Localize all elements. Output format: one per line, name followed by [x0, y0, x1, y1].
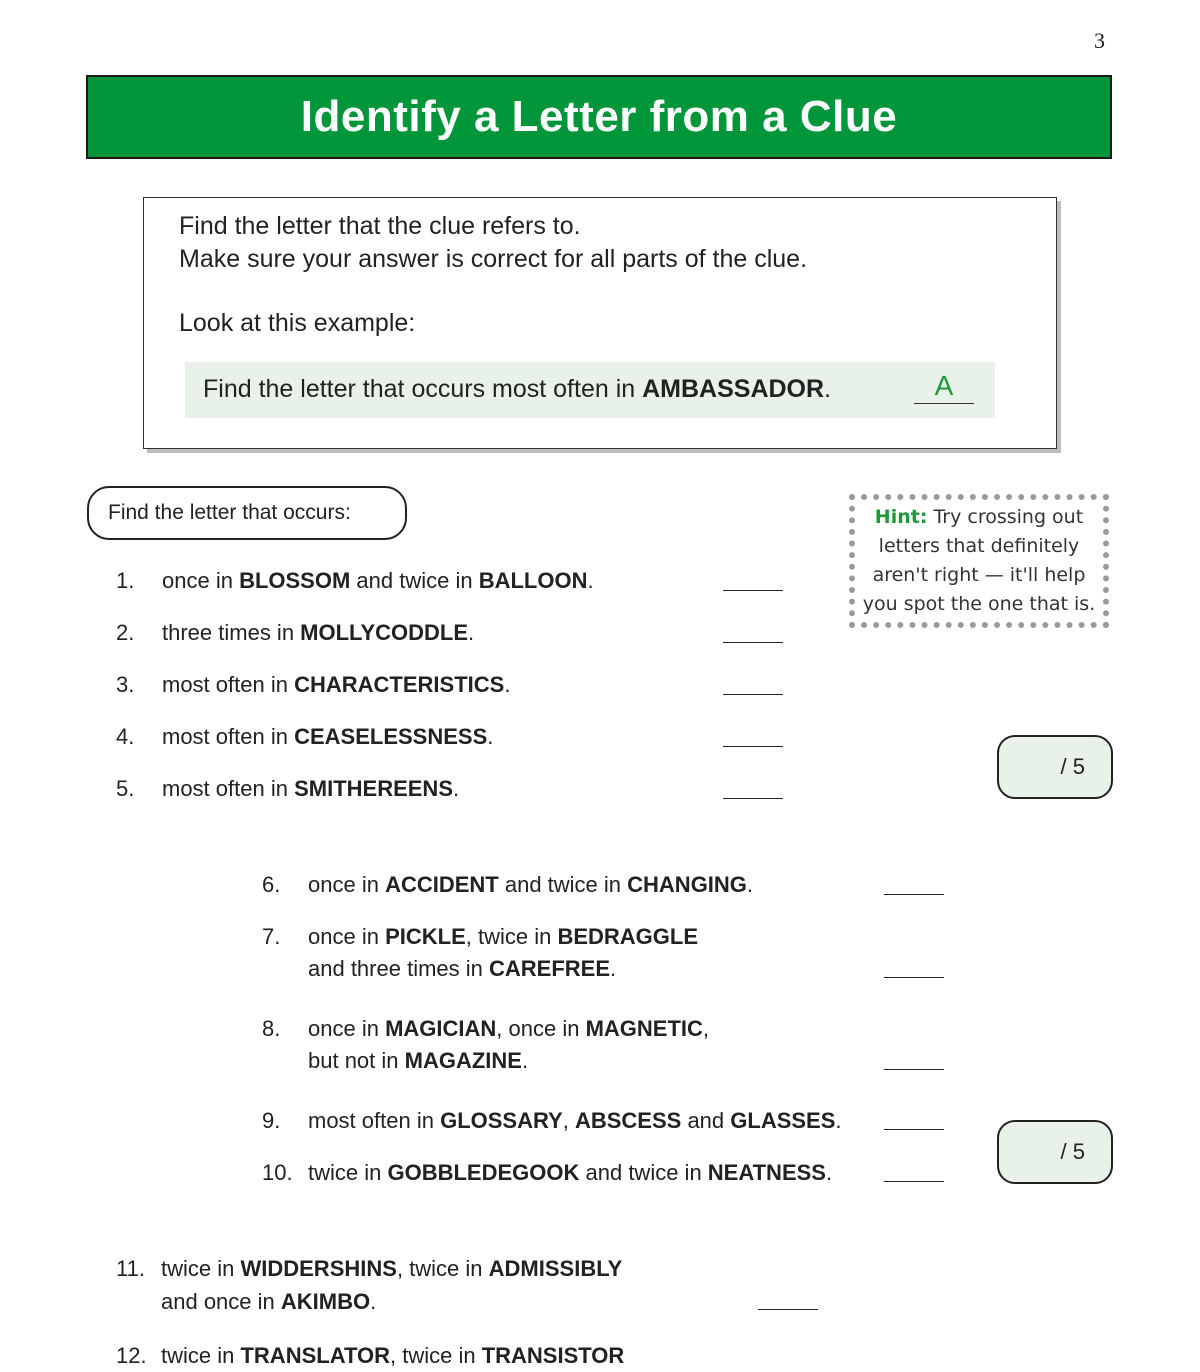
answer-blank-10[interactable]: [884, 1181, 944, 1182]
instruction-line-3: Look at this example:: [179, 309, 416, 337]
hint-label: Hint:: [874, 506, 928, 528]
title-banner: [86, 75, 1112, 159]
answer-blank-9[interactable]: [884, 1129, 944, 1130]
instructions-box: [143, 197, 1057, 449]
score-box-2[interactable]: / 5: [997, 1120, 1113, 1184]
example-answer: A: [914, 370, 974, 404]
hint-text-2: letters that definitely: [878, 535, 1080, 557]
example-band: [185, 362, 995, 418]
example-word: AMBASSADOR: [642, 375, 825, 403]
hint-text-3: aren't right — it'll help: [872, 564, 1086, 586]
example-text: Find the letter that occurs most often in AMBASSADOR.: [203, 375, 832, 403]
hint-box: [849, 494, 1109, 628]
answer-blank-7[interactable]: [884, 977, 944, 978]
answer-blank-11[interactable]: [758, 1309, 818, 1310]
section-label: Find the letter that occurs:: [87, 486, 407, 540]
answer-blank-2[interactable]: [723, 642, 783, 643]
answer-blank-1[interactable]: [723, 590, 783, 591]
instruction-line-1: Find the letter that the clue refers to.: [179, 212, 581, 240]
answer-blank-4[interactable]: [723, 746, 783, 747]
score-box-1[interactable]: / 5: [997, 735, 1113, 799]
instruction-line-2: Make sure your answer is correct for all parts of the clue.: [179, 245, 808, 273]
page-number: 3: [1094, 28, 1105, 53]
answer-blank-8[interactable]: [884, 1069, 944, 1070]
answer-blank-5[interactable]: [723, 798, 783, 799]
answer-blank-3[interactable]: [723, 694, 783, 695]
answer-blank-6[interactable]: [884, 894, 944, 895]
page-title: Identify a Letter from a Clue: [300, 92, 898, 141]
hint-text-4: you spot the one that is.: [862, 593, 1096, 615]
hint-text-1: Try crossing out: [933, 506, 1084, 528]
